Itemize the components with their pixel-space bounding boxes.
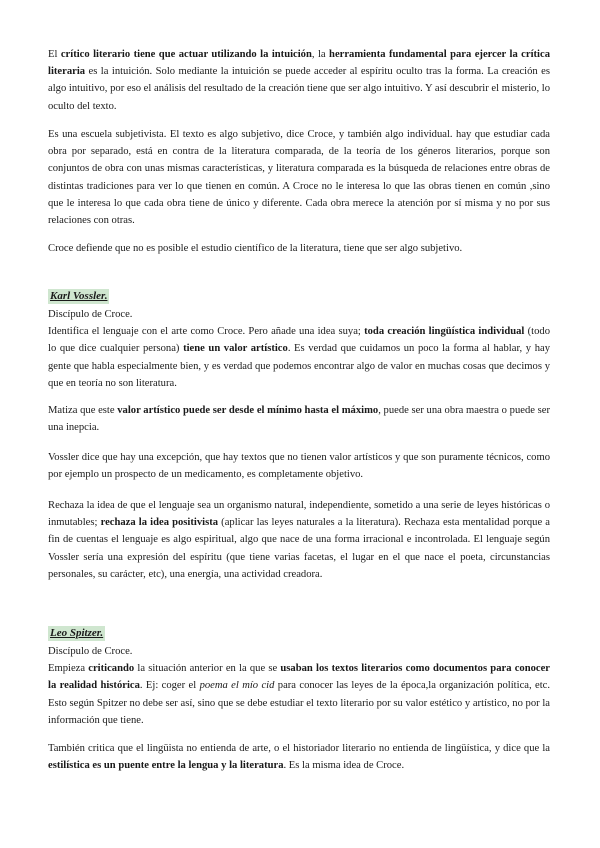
italic-run: poema el mío cid <box>199 680 275 692</box>
text-run: , puede ser una obra maestra o puede ser una inepcia. <box>48 405 550 434</box>
bold-run: valor artístico puede ser desde el mínimo hasta el máximo <box>117 405 379 416</box>
text-run: (aplicar las leyes naturales a la literatura). Rechaza esta mentalidad porque a fin de cuentas el lenguaje es algo espiritual, algo que nace de una forma irracional e incontrolada. El lenguaje según Vossler sería una expresión del espíritu (que tiene varias facetas, el lugar en el que nace el poeta, circunstancias personales, su carácter, etc), una energía, una actividad creadora. <box>48 517 550 580</box>
vossler-intro-paragraph <box>48 306 550 392</box>
bold-run: toda creación lingüística individual <box>364 326 525 338</box>
bold-run: herramienta fundamental para ejercer la crítica literaria <box>48 49 550 78</box>
text-run: la situación anterior en la que se <box>134 663 281 675</box>
text-run: . Ej: coger el <box>139 680 200 692</box>
text-run: Matiza que este <box>48 405 118 416</box>
croce-conclusion-paragraph: Croce defiende que no es posible el estudio científico de la literatura, tiene que ser algo subjetivo. <box>48 243 463 254</box>
spitzer-intro-paragraph <box>48 643 550 729</box>
bold-run: rechaza la idea positivista <box>100 517 219 529</box>
bold-run: crítico literario tiene que actuar utilizando la intuición <box>60 49 312 60</box>
text-run: (todo lo que dice cualquier persona) <box>48 326 550 355</box>
spitzer-heading: Leo Spitzer. <box>50 627 104 639</box>
bold-run: criticando <box>88 663 135 675</box>
bold-run: estilística es un puente entre la lengua y la literatura <box>48 760 284 772</box>
vossler-positivism-paragraph <box>48 497 550 583</box>
text-run: Discípulo de Croce. <box>48 309 133 320</box>
text-run: Rechaza la idea de que el lenguaje sea un organismo natural, independiente, sometido a una serie de leyes históricas o inmutables; <box>48 500 550 529</box>
text-run: . Es la misma idea de Croce. <box>283 760 405 772</box>
text-run: Identifica el lenguaje con el arte como Croce. Pero añade una idea suya; <box>48 326 365 338</box>
croce-subjectivism-paragraph: Es una escuela subjetivista. El texto es algo subjetivo, dice Croce, y también algo individual. hay que estudiar cada obra por separado, está en contra de la literatura comparada, de la teoría de los géneros literarios, porque son conjuntos de obra con unas mismas características, y literatura comparada es la búsqueda de relaciones entre obras de distintas tradiciones para ver lo que tienen en común. A Croce no le interesa lo que las obras tienen en común ,sino que le interesa lo que cada obra tiene de único y diferente. Cada obra merece la atención por sí misma y no por sus relaciones con otras. <box>48 129 550 227</box>
text-run: También critica que el lingüista no entienda de arte, o el historiador literario no entienda de lingüística, y dice que la <box>48 743 550 754</box>
text-run: , la <box>311 49 330 60</box>
text-run: para conocer las leyes de la época,la organización política, etc. Esto según Spitzer no debe ser así, sino que se debe estudiar el texto literario por su valor estético y artístico, no por la información que tiene. <box>48 680 550 726</box>
vossler-heading: Karl Vossler. <box>50 290 108 302</box>
bold-run: usaban los textos literarios como documentos para conocer la realidad histórica <box>48 663 550 692</box>
bold-run: tiene un valor artístico <box>183 343 288 355</box>
text-run: Empieza <box>48 663 89 675</box>
croce-intuition-paragraph <box>48 46 550 115</box>
text-run: . Es verdad que cuidamos un poco la forma al hablar, y hay gente que habla especialmente bien, y es verdad que podemos encontrar algo de valor en muchas cosas que decimos y que en teoría no son literatura. <box>48 343 550 389</box>
text-run: Discípulo de Croce. <box>48 646 133 657</box>
text-run: es la intuición. Solo mediante la intuición se puede acceder al espíritu oculto tras la forma. La creación es algo intuitivo, por eso el análisis del resultado de la creación tiene que ser algo intuitivo. Y así descubrir el misterio, lo oculto del texto. <box>48 66 550 112</box>
vossler-exception-paragraph: Vossler dice que hay una excepción, que hay textos que no tienen valor artísticos y que son puramente técnicos, como por ejemplo un prospecto de un medicamento, es completamente objetivo. <box>48 452 550 481</box>
vossler-artistic-value-paragraph <box>48 402 550 436</box>
spitzer-stylistics-paragraph <box>48 740 550 774</box>
text-run: El <box>48 49 61 60</box>
